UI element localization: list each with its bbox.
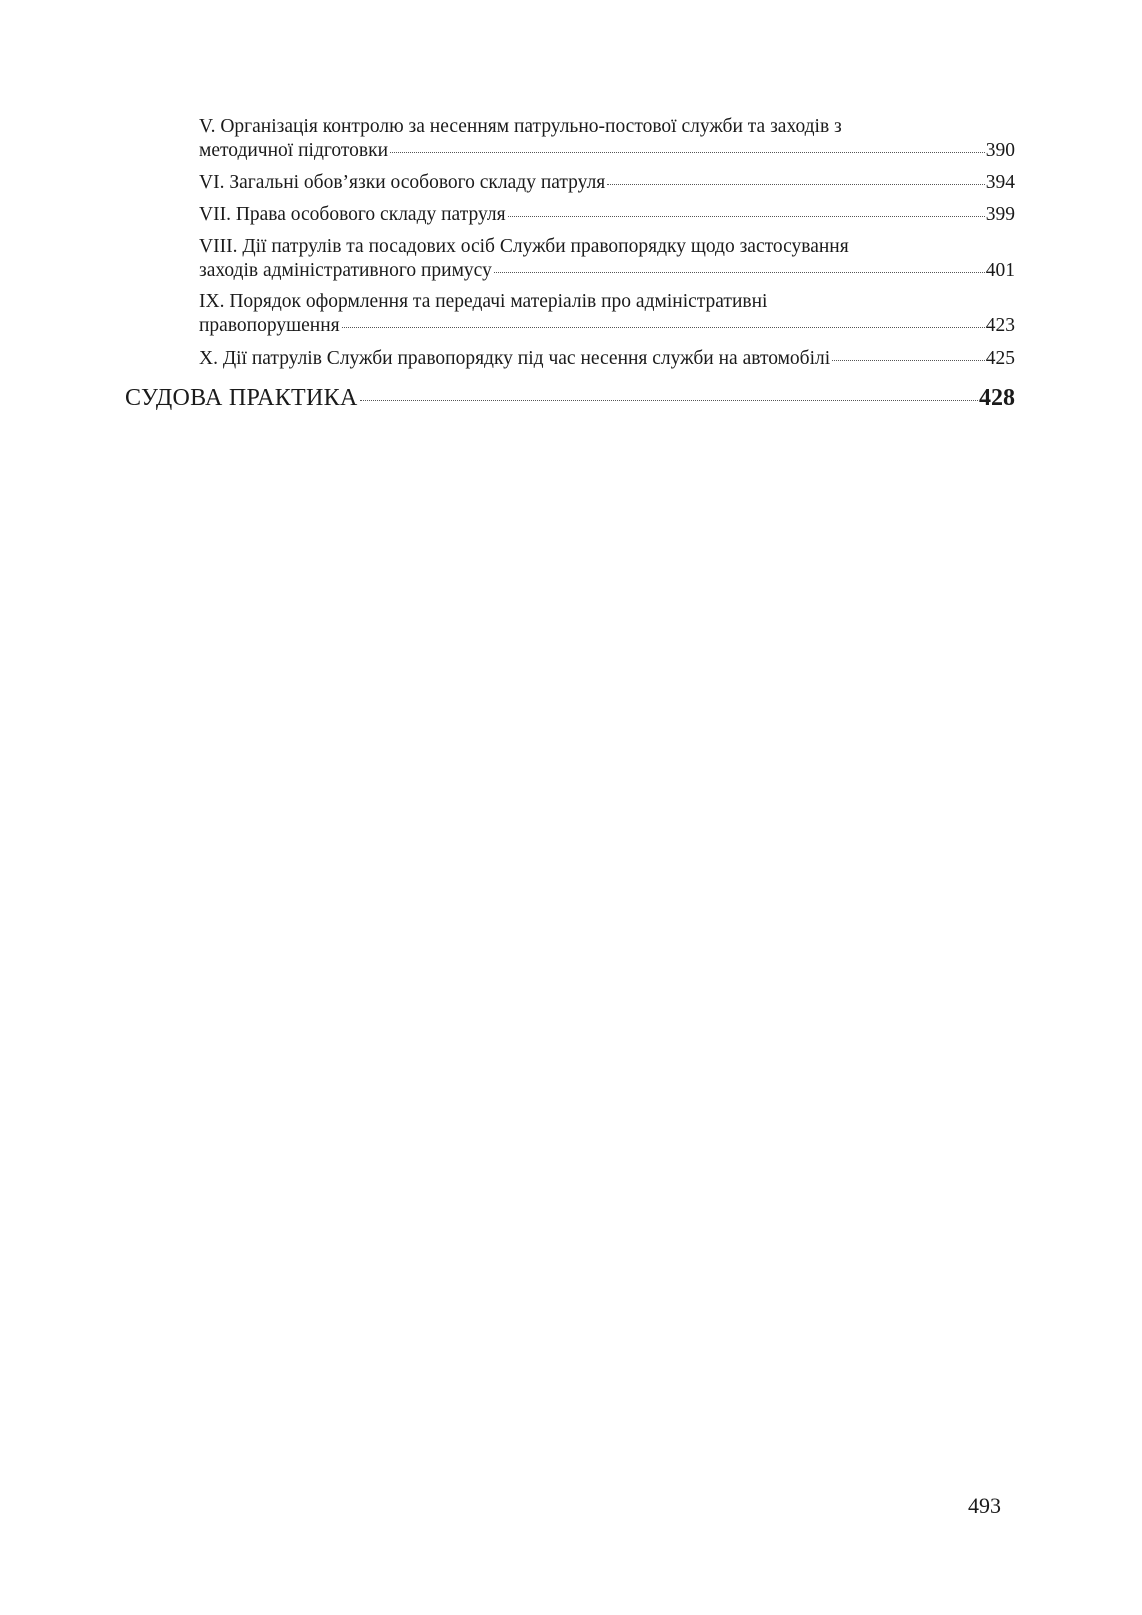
toc-entry-text: X. Дії патрулів Служби правопорядку під час несення служби на автомобілі <box>199 348 831 369</box>
toc-page-number: 390 <box>985 140 1015 161</box>
toc-entry-last-line <box>199 259 1015 283</box>
toc-section-title: СУДОВА ПРАКТИКА <box>125 385 358 411</box>
toc-page-number: 394 <box>985 172 1015 193</box>
toc-page-number: 425 <box>985 348 1015 369</box>
toc-entry-section-ix[interactable] <box>199 290 1015 338</box>
toc-entry-last-line <box>199 347 1015 371</box>
toc-entry-text: IX. Порядок оформлення та передачі матеріалів про адміністративні <box>199 291 768 312</box>
toc-entry-text: правопорушення <box>199 315 340 336</box>
toc-entry-last-line <box>199 203 1015 227</box>
toc-entry-text: VIII. Дії патрулів та посадових осіб Служби правопорядку щодо застосування <box>199 236 849 257</box>
toc-page-number: 399 <box>985 204 1015 225</box>
toc-page-number: 428 <box>979 385 1015 411</box>
toc-entry-last-line <box>199 314 1015 338</box>
toc-page-number: 423 <box>985 315 1015 336</box>
toc-entry-text: VII. Права особового складу патруля <box>199 204 506 225</box>
toc-entry-text: заходів адміністративного примусу <box>199 260 492 281</box>
dot-leader <box>360 400 978 401</box>
toc-entry-last-line <box>199 171 1015 195</box>
dot-leader <box>832 360 985 361</box>
dot-leader <box>342 327 985 328</box>
toc-entry-section-vi[interactable] <box>199 171 1015 195</box>
toc-section-line <box>125 383 1015 413</box>
dot-leader <box>508 216 985 217</box>
toc-entry-section-v[interactable] <box>199 115 1015 163</box>
toc-entry-section-x[interactable] <box>199 347 1015 371</box>
toc-entry-section-viii[interactable] <box>199 235 1015 283</box>
page-number: 493 <box>968 1493 1001 1518</box>
dot-leader <box>390 152 985 153</box>
toc-entry-last-line <box>199 139 1015 163</box>
toc-entry-section-vii[interactable] <box>199 203 1015 227</box>
toc-entry-text: методичної підготовки <box>199 140 389 161</box>
toc-section-court-practice[interactable] <box>125 383 1015 413</box>
dot-leader <box>494 272 985 273</box>
toc-entry-text: V. Організація контролю за несенням патрульно-постової служби та заходів з <box>199 116 842 137</box>
dot-leader <box>607 184 984 185</box>
toc-entry-text: VI. Загальні обов’язки особового складу патруля <box>199 172 606 193</box>
toc-page-number: 401 <box>985 260 1015 281</box>
